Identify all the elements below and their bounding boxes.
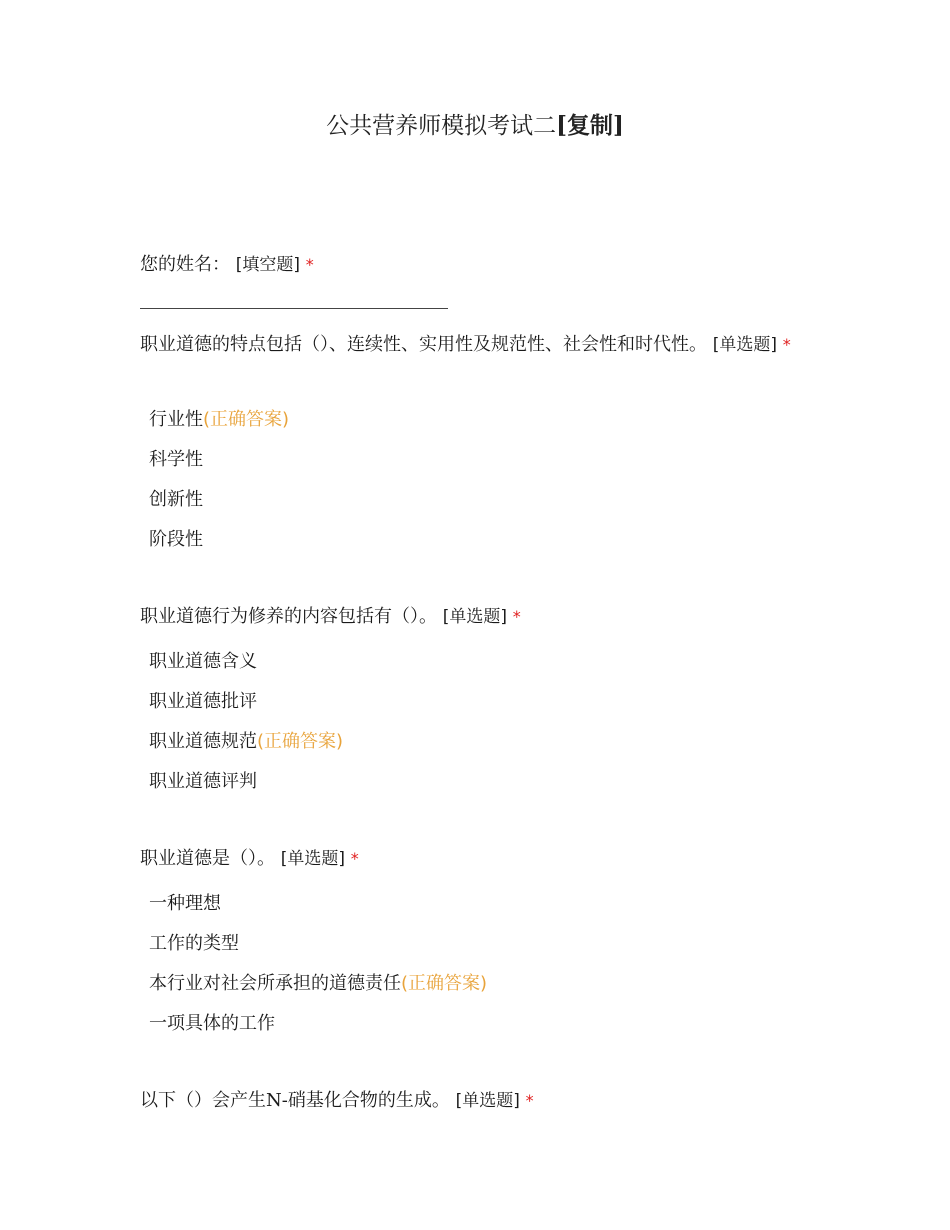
question-name-text: 您的姓名： [140, 254, 230, 275]
question-1-option-2[interactable] [149, 448, 203, 472]
question-1 [140, 328, 820, 362]
question-3-text: 职业道德是（）。 [140, 848, 275, 869]
question-4-text-after: 硝基化合物的生成。 [287, 1090, 450, 1111]
page-title-copy-tag: [复制] [556, 112, 624, 139]
question-name-type: [填空题] [235, 255, 300, 275]
question-4-type: [单选题] [455, 1091, 520, 1111]
question-2-text: 职业道德行为修养的内容包括有（）。 [140, 606, 437, 627]
question-3-option-3[interactable] [149, 972, 487, 996]
question-3 [140, 842, 820, 876]
correct-answer-tag: (正确答案) [257, 731, 344, 752]
option-label: 一种理想 [149, 893, 221, 914]
page-title [0, 108, 950, 144]
question-4-text-latin: N- [266, 1090, 288, 1111]
page-title-main: 公共营养师模拟考试二 [326, 113, 557, 139]
option-label: 阶段性 [149, 529, 203, 550]
name-answer-field[interactable] [140, 308, 448, 309]
question-name [140, 248, 820, 282]
question-3-type: [单选题] [280, 849, 345, 869]
question-3-option-4[interactable] [149, 1012, 275, 1036]
option-label: 行业性 [149, 409, 203, 430]
required-mark: * [512, 607, 521, 626]
question-3-option-2[interactable] [149, 932, 239, 956]
question-1-option-4[interactable] [149, 528, 203, 552]
question-2 [140, 600, 820, 634]
correct-answer-tag: (正确答案) [401, 973, 488, 994]
question-4 [140, 1084, 820, 1118]
required-mark: * [350, 849, 359, 868]
option-label: 职业道德批评 [149, 691, 257, 712]
option-label: 职业道德规范 [149, 731, 257, 752]
option-label: 一项具体的工作 [149, 1013, 275, 1034]
option-label: 职业道德评判 [149, 771, 257, 792]
option-label: 科学性 [149, 449, 203, 470]
question-1-option-3[interactable] [149, 488, 203, 512]
question-2-option-2[interactable] [149, 690, 257, 714]
option-label: 工作的类型 [149, 933, 239, 954]
required-mark: * [305, 255, 314, 274]
option-label: 本行业对社会所承担的道德责任 [149, 973, 401, 994]
option-label: 创新性 [149, 489, 203, 510]
question-2-type: [单选题] [442, 607, 507, 627]
required-mark: * [525, 1091, 534, 1110]
question-2-option-1[interactable] [149, 650, 257, 674]
question-4-text-before: 以下（）会产生 [140, 1090, 266, 1111]
question-2-option-3[interactable] [149, 730, 343, 754]
question-1-type: [单选题] [712, 335, 777, 355]
question-1-option-1[interactable] [149, 408, 289, 432]
question-2-option-4[interactable] [149, 770, 257, 794]
question-1-text: 职业道德的特点包括（）、连续性、实用性及规范性、社会性和时代性。 [140, 334, 707, 355]
correct-answer-tag: (正确答案) [203, 409, 290, 430]
question-3-option-1[interactable] [149, 892, 221, 916]
required-mark: * [782, 335, 791, 354]
option-label: 职业道德含义 [149, 651, 257, 672]
